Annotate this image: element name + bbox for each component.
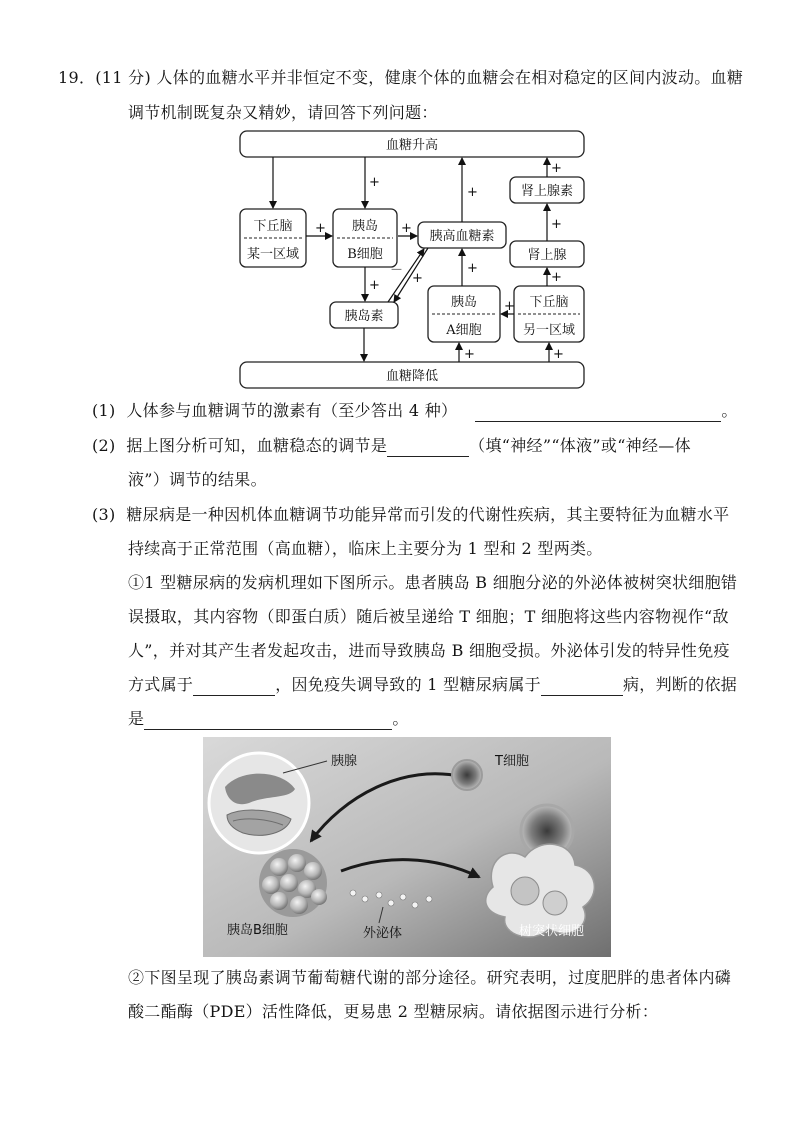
islet-b-cell-cluster — [259, 849, 327, 917]
label-islet-a-bottom: A细胞 — [446, 323, 482, 338]
sub-question-3-line1 — [92, 504, 729, 526]
sub3-number: (3) — [92, 505, 116, 524]
box-glucose-fall — [240, 362, 584, 388]
box-adrenal-gland — [510, 241, 584, 267]
part1-line4-c: 病，判断的依据 — [622, 675, 738, 694]
sign-plus-2: + — [315, 221, 326, 236]
box-islet-b-cell — [333, 209, 397, 267]
part1-line4-a: 方式属于 — [128, 675, 194, 694]
question-intro-line1: 19．(11 分) 人体的血糖水平并非恒定不变，健康个体的血糖会在相对稳定的区间内波动。血糖 — [58, 68, 744, 87]
answer-blank-3[interactable] — [193, 677, 275, 696]
label-exosome: 外泌体 — [363, 926, 403, 941]
sub1-number: (1) — [92, 401, 116, 420]
sign-plus-10: + — [551, 270, 562, 285]
part1-line3: 人”，并对其产生者发起攻击，进而导致胰岛 B 细胞受损。外泌体引发的特异性免疫 — [128, 641, 730, 660]
sign-plus-5: + — [412, 271, 423, 286]
sign-plus-4: + — [401, 221, 412, 236]
part1-line5 — [128, 708, 409, 730]
diagram-arrows — [273, 157, 549, 362]
part1-line5-b: 。 — [392, 709, 409, 728]
label-hypothalamus-b-bottom: 另一区域 — [522, 323, 576, 338]
type1-diabetes-figure — [203, 737, 611, 957]
label-glucose-rise: 血糖升高 — [385, 138, 439, 153]
label-dendritic-cell: 树突状细胞 — [519, 924, 585, 939]
pancreas-illustration — [209, 753, 309, 853]
sub-question-3-line2: 持续高于正常范围（高血糖），临床上主要分为 1 型和 2 型两类。 — [128, 539, 603, 558]
label-adrenaline: 肾上腺素 — [520, 184, 574, 199]
box-insulin — [330, 302, 398, 328]
sign-plus-13: + — [553, 347, 564, 362]
part1-line4-b: ，因免疫失调导致的 1 型糖尿病属于 — [275, 675, 541, 694]
box-adrenaline — [510, 177, 584, 203]
part1-line4 — [128, 674, 737, 696]
label-pancreas: 胰腺 — [331, 754, 358, 769]
label-t-cell: T细胞 — [495, 754, 529, 769]
sub1-end: 。 — [721, 401, 738, 420]
box-hypothalamus-region-a — [240, 209, 306, 267]
sign-plus-6: + — [467, 261, 478, 276]
label-adrenal-gland: 肾上腺 — [527, 248, 567, 263]
sign-plus-1: + — [369, 175, 380, 190]
part2-line2: 酸二酯酶（PDE）活性降低，更易患 2 型糖尿病。请依据图示进行分析： — [128, 1002, 659, 1021]
glucose-regulation-diagram — [238, 126, 590, 392]
label-hypothalamus-a-bottom: 某一区域 — [246, 247, 300, 262]
sign-plus-3: + — [369, 278, 380, 293]
sign-plus-12: + — [464, 347, 475, 362]
box-glucose-rise — [240, 131, 584, 157]
box-hypothalamus-region-b — [514, 286, 584, 342]
sub-question-2-line1 — [92, 435, 691, 457]
sub-question-2-line2: 液”）调节的结果。 — [128, 470, 267, 489]
box-glucagon — [418, 222, 506, 248]
label-islet-b-top: 胰岛 — [351, 219, 379, 234]
answer-blank-4[interactable] — [541, 677, 623, 696]
sub2-text-b: （填“神经”“体液”或“神经—体 — [469, 436, 691, 455]
sub3-text-line1: 糖尿病是一种因机体血糖调节功能异常而引发的代谢性疾病，其主要特征为血糖水平 — [126, 505, 730, 524]
label-islet-b-bottom: B细胞 — [347, 247, 383, 262]
sign-plus-11: + — [504, 299, 515, 314]
sub1-text: 人体参与血糖调节的激素有（至少答出 4 种） — [126, 401, 458, 420]
question-intro-line2: 调节机制既复杂又精妙，请回答下列问题： — [128, 103, 438, 122]
part1-line5-a: 是 — [128, 709, 145, 728]
sub2-text-a: 据上图分析可知，血糖稳态的调节是 — [126, 436, 388, 455]
label-glucose-fall: 血糖降低 — [385, 369, 439, 384]
sign-plus-8: + — [551, 161, 562, 176]
sign-minus: － — [390, 263, 404, 278]
answer-blank-5[interactable] — [144, 711, 392, 730]
sub-question-1 — [92, 400, 738, 422]
part2-line1: ②下图呈现了胰岛素调节葡萄糖代谢的部分途径。研究表明，过度肥胖的患者体内磷 — [128, 968, 732, 987]
sub2-number: (2) — [92, 436, 116, 455]
box-islet-a-cell — [428, 286, 500, 342]
answer-blank-2[interactable] — [387, 438, 469, 457]
part1-line1: ①1 型糖尿病的发病机理如下图所示。患者胰岛 B 细胞分泌的外泌体被树突状细胞错 — [128, 573, 738, 592]
sign-plus-9: + — [551, 217, 562, 232]
part1-line2: 误摄取，其内容物（即蛋白质）随后被呈递给 T 细胞；T 细胞将这些内容物视作“敌 — [128, 607, 729, 626]
label-insulin: 胰岛素 — [344, 309, 384, 324]
sign-plus-7: + — [467, 185, 478, 200]
label-islet-b-cell: 胰岛B细胞 — [227, 923, 288, 938]
answer-blank-1[interactable] — [475, 403, 721, 422]
label-glucagon: 胰高血糖素 — [429, 229, 495, 244]
label-hypothalamus-a-top: 下丘脑 — [253, 219, 293, 234]
label-islet-a-top: 胰岛 — [450, 295, 478, 310]
label-hypothalamus-b-top: 下丘脑 — [529, 295, 569, 310]
